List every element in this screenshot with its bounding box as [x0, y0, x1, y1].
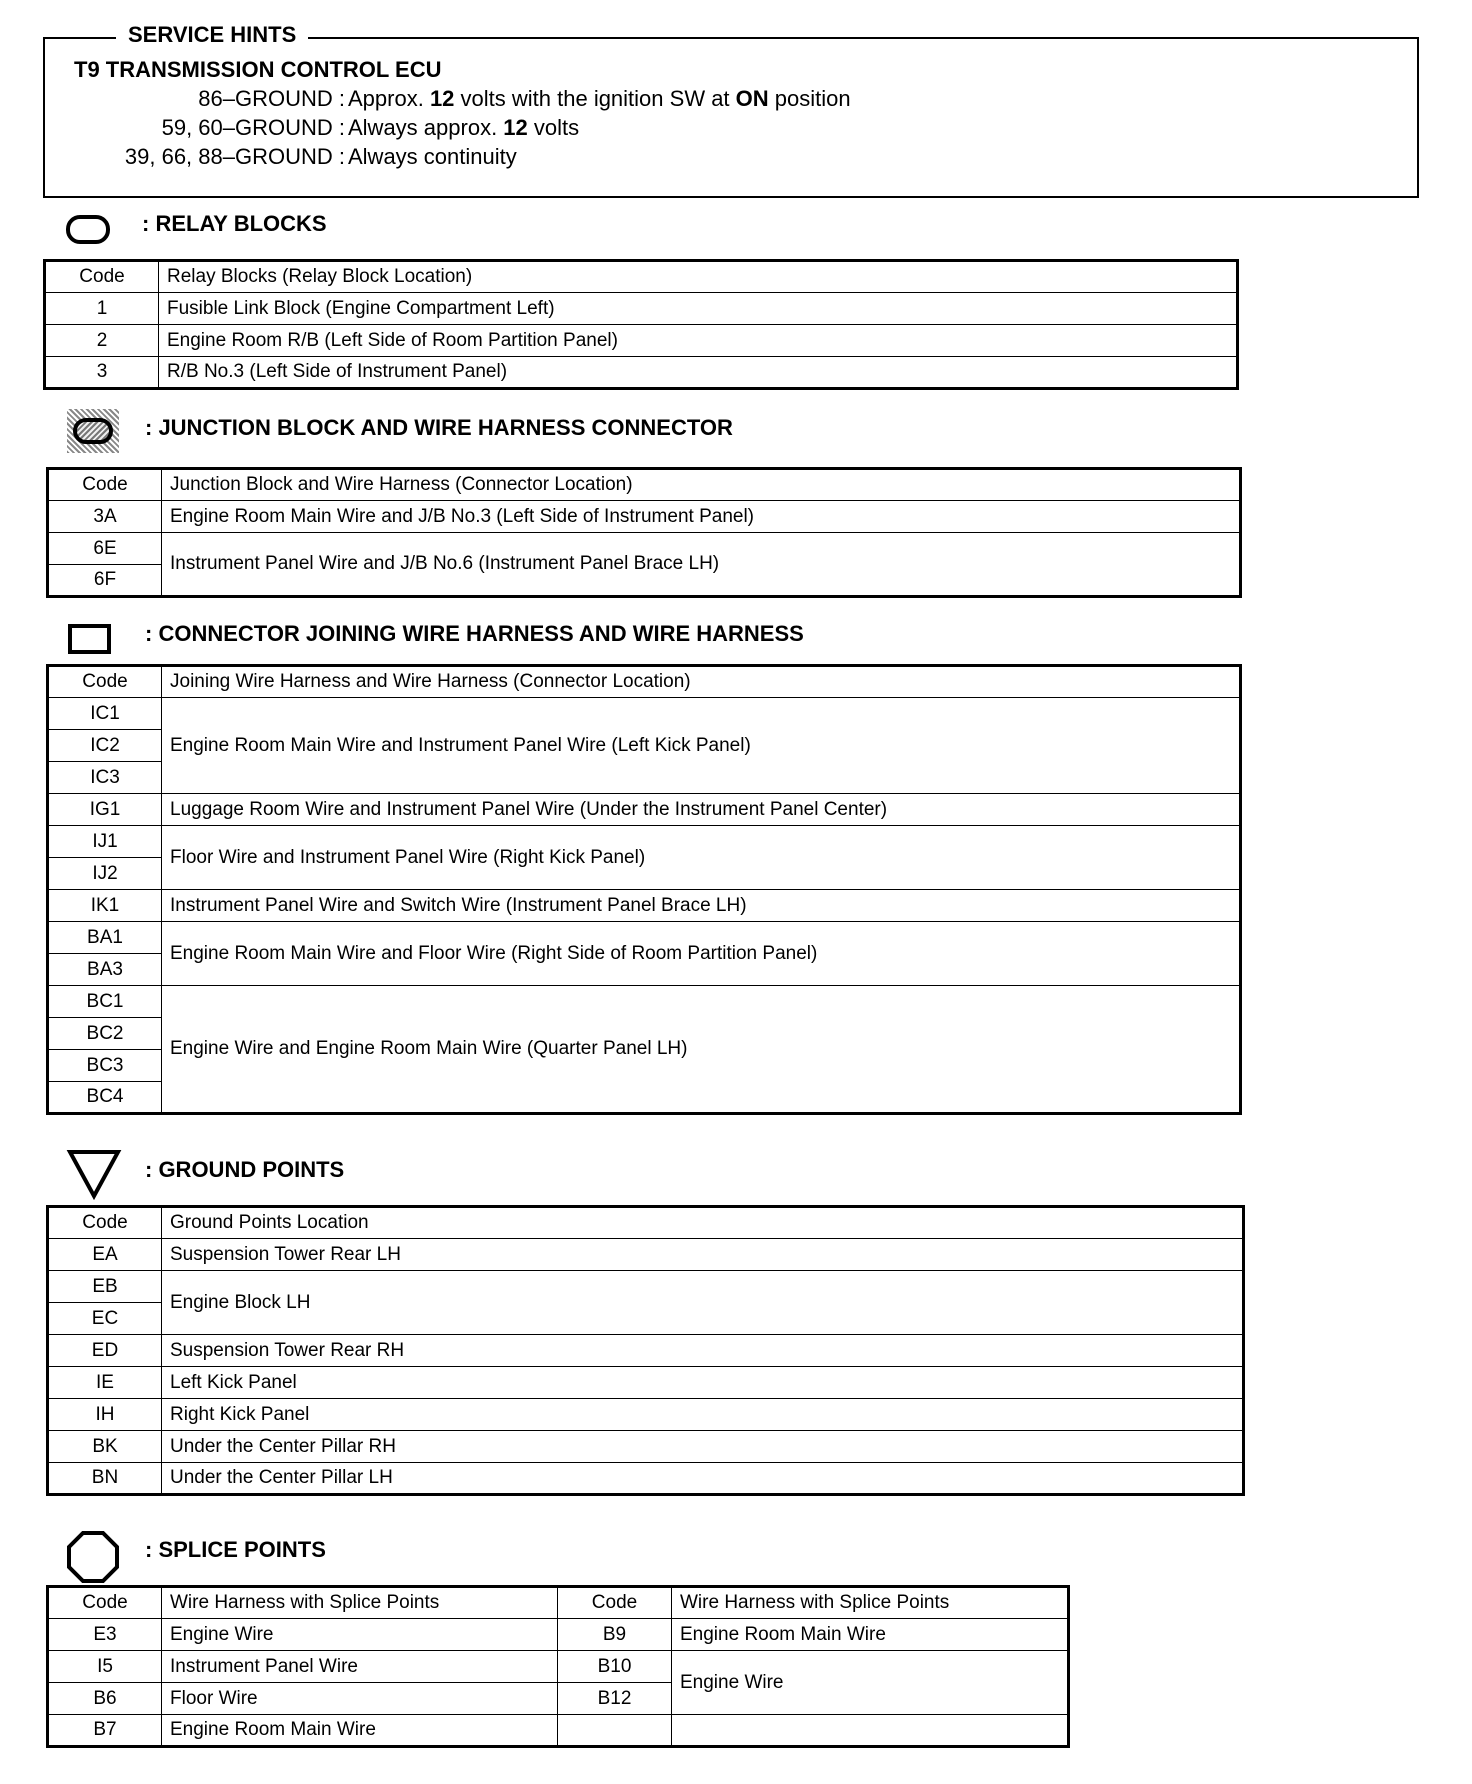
code-cell: B6 — [48, 1683, 162, 1715]
desc-cell: Instrument Panel Wire — [162, 1651, 558, 1683]
desc-cell: Right Kick Panel — [162, 1399, 1244, 1431]
desc-cell: Engine Room Main Wire — [162, 1715, 558, 1747]
header-cell: Code — [48, 469, 162, 501]
service-hints-title: T9 TRANSMISSION CONTROL ECU — [74, 57, 442, 82]
desc-cell: Engine Room Main Wire and Floor Wire (Right Side of Room Partition Panel) — [162, 922, 1241, 986]
desc-cell: Engine Room Main Wire and Instrument Panel Wire (Left Kick Panel) — [162, 698, 1241, 794]
desc-cell: Engine Room Main Wire — [672, 1619, 1069, 1651]
code-cell: BC1 — [48, 986, 162, 1018]
junction-blocks-table — [46, 467, 1242, 598]
header-cell: Junction Block and Wire Harness (Connector Location) — [162, 469, 1241, 501]
desc-cell: Floor Wire — [162, 1683, 558, 1715]
table-row — [48, 794, 1241, 826]
code-cell: EB — [48, 1271, 162, 1303]
header-cell: Code — [48, 1587, 162, 1619]
desc-cell: Under the Center Pillar RH — [162, 1431, 1244, 1463]
desc-cell: Luggage Room Wire and Instrument Panel Wire (Under the Instrument Panel Center) — [162, 794, 1241, 826]
desc-cell: Under the Center Pillar LH — [162, 1463, 1244, 1495]
hint-text: Always approx. 12 volts — [348, 115, 580, 140]
table-row — [48, 826, 1241, 858]
code-cell: 3A — [48, 501, 162, 533]
relay-blocks-title: : RELAY BLOCKS — [142, 211, 327, 236]
table-row — [48, 1239, 1244, 1271]
table-row — [45, 325, 1238, 357]
desc-cell: Engine Block LH — [162, 1271, 1244, 1335]
code-cell: IJ2 — [48, 858, 162, 890]
hint-label: 59, 60–GROUND : — [161, 115, 345, 140]
splice-point-octagon-icon — [66, 1530, 120, 1584]
header-cell: Joining Wire Harness and Wire Harness (Connector Location) — [162, 666, 1241, 698]
table-header-row — [45, 261, 1238, 293]
code-cell: 6F — [48, 565, 162, 597]
code-cell: 6E — [48, 533, 162, 565]
code-cell: BA1 — [48, 922, 162, 954]
desc-cell: Instrument Panel Wire and Switch Wire (Instrument Panel Brace LH) — [162, 890, 1241, 922]
table-row — [48, 1715, 1069, 1747]
desc-cell: Instrument Panel Wire and J/B No.6 (Instrument Panel Brace LH) — [162, 533, 1241, 597]
hint-text: Approx. 12 volts with the ignition SW at ON position — [348, 86, 851, 111]
header-cell: Code — [45, 261, 159, 293]
relay-block-symbol-icon — [66, 215, 110, 244]
desc-cell: Engine Wire — [162, 1619, 558, 1651]
junction-block-symbol-icon — [67, 409, 119, 453]
ground-points-table — [46, 1205, 1245, 1496]
table-row — [45, 293, 1238, 325]
header-cell: Ground Points Location — [162, 1207, 1244, 1239]
table-row — [45, 357, 1238, 389]
code-cell — [558, 1715, 672, 1747]
code-cell: BC3 — [48, 1050, 162, 1082]
table-row — [48, 1399, 1244, 1431]
header-cell: Code — [48, 666, 162, 698]
table-row — [48, 986, 1241, 1018]
header-cell: Code — [48, 1207, 162, 1239]
code-cell: IJ1 — [48, 826, 162, 858]
junction-blocks-title: : JUNCTION BLOCK AND WIRE HARNESS CONNECTOR — [145, 415, 733, 440]
table-header-row — [48, 666, 1241, 698]
header-cell: Wire Harness with Splice Points — [672, 1587, 1069, 1619]
service-hints-legend: SERVICE HINTS — [116, 21, 308, 49]
code-cell: IE — [48, 1367, 162, 1399]
code-cell: 1 — [45, 293, 159, 325]
code-cell: IC2 — [48, 730, 162, 762]
desc-cell: Engine Room R/B (Left Side of Room Partition Panel) — [159, 325, 1238, 357]
code-cell: BC2 — [48, 1018, 162, 1050]
code-cell: BK — [48, 1431, 162, 1463]
code-cell: BN — [48, 1463, 162, 1495]
connectors-table — [46, 664, 1242, 1115]
code-cell: 2 — [45, 325, 159, 357]
table-row — [48, 1271, 1244, 1303]
connector-symbol-icon — [68, 624, 111, 654]
splice-points-table — [46, 1585, 1070, 1748]
desc-cell: Engine Wire and Engine Room Main Wire (Quarter Panel LH) — [162, 986, 1241, 1114]
table-header-row — [48, 469, 1241, 501]
code-cell: I5 — [48, 1651, 162, 1683]
table-row — [48, 1651, 1069, 1683]
code-cell: B10 — [558, 1651, 672, 1683]
relay-blocks-table — [43, 259, 1239, 390]
code-cell: IH — [48, 1399, 162, 1431]
table-row — [48, 698, 1241, 730]
desc-cell: Engine Wire — [672, 1651, 1069, 1715]
table-row — [48, 1335, 1244, 1367]
code-cell: IC1 — [48, 698, 162, 730]
desc-cell: Suspension Tower Rear RH — [162, 1335, 1244, 1367]
table-row — [48, 533, 1241, 565]
table-row — [48, 1431, 1244, 1463]
desc-cell — [672, 1715, 1069, 1747]
header-cell: Code — [558, 1587, 672, 1619]
code-cell: IG1 — [48, 794, 162, 826]
code-cell: IC3 — [48, 762, 162, 794]
table-row — [48, 1367, 1244, 1399]
desc-cell: Suspension Tower Rear LH — [162, 1239, 1244, 1271]
table-row — [48, 890, 1241, 922]
ground-point-triangle-icon — [66, 1148, 122, 1200]
code-cell: B7 — [48, 1715, 162, 1747]
hint-label: 86–GROUND : — [198, 86, 345, 111]
desc-cell: Fusible Link Block (Engine Compartment Left) — [159, 293, 1238, 325]
header-cell: Relay Blocks (Relay Block Location) — [159, 261, 1238, 293]
code-cell: EA — [48, 1239, 162, 1271]
ground-points-title: : GROUND POINTS — [145, 1157, 345, 1182]
code-cell: B9 — [558, 1619, 672, 1651]
code-cell: EC — [48, 1303, 162, 1335]
desc-cell: Floor Wire and Instrument Panel Wire (Right Kick Panel) — [162, 826, 1241, 890]
splice-points-title: : SPLICE POINTS — [145, 1537, 326, 1562]
table-header-row — [48, 1207, 1244, 1239]
code-cell: BA3 — [48, 954, 162, 986]
desc-cell: R/B No.3 (Left Side of Instrument Panel) — [159, 357, 1238, 389]
table-row — [48, 1463, 1244, 1495]
table-row — [48, 922, 1241, 954]
hint-label: 39, 66, 88–GROUND : — [124, 144, 345, 169]
code-cell: ED — [48, 1335, 162, 1367]
desc-cell: Left Kick Panel — [162, 1367, 1244, 1399]
code-cell: 3 — [45, 357, 159, 389]
code-cell: BC4 — [48, 1082, 162, 1114]
connectors-title: : CONNECTOR JOINING WIRE HARNESS AND WIRE HARNESS — [145, 621, 804, 646]
table-row — [48, 1619, 1069, 1651]
code-cell: IK1 — [48, 890, 162, 922]
table-row — [48, 501, 1241, 533]
table-header-row — [48, 1587, 1069, 1619]
hint-text: Always continuity — [348, 144, 517, 169]
code-cell: E3 — [48, 1619, 162, 1651]
code-cell: B12 — [558, 1683, 672, 1715]
header-cell: Wire Harness with Splice Points — [162, 1587, 558, 1619]
desc-cell: Engine Room Main Wire and J/B No.3 (Left Side of Instrument Panel) — [162, 501, 1241, 533]
